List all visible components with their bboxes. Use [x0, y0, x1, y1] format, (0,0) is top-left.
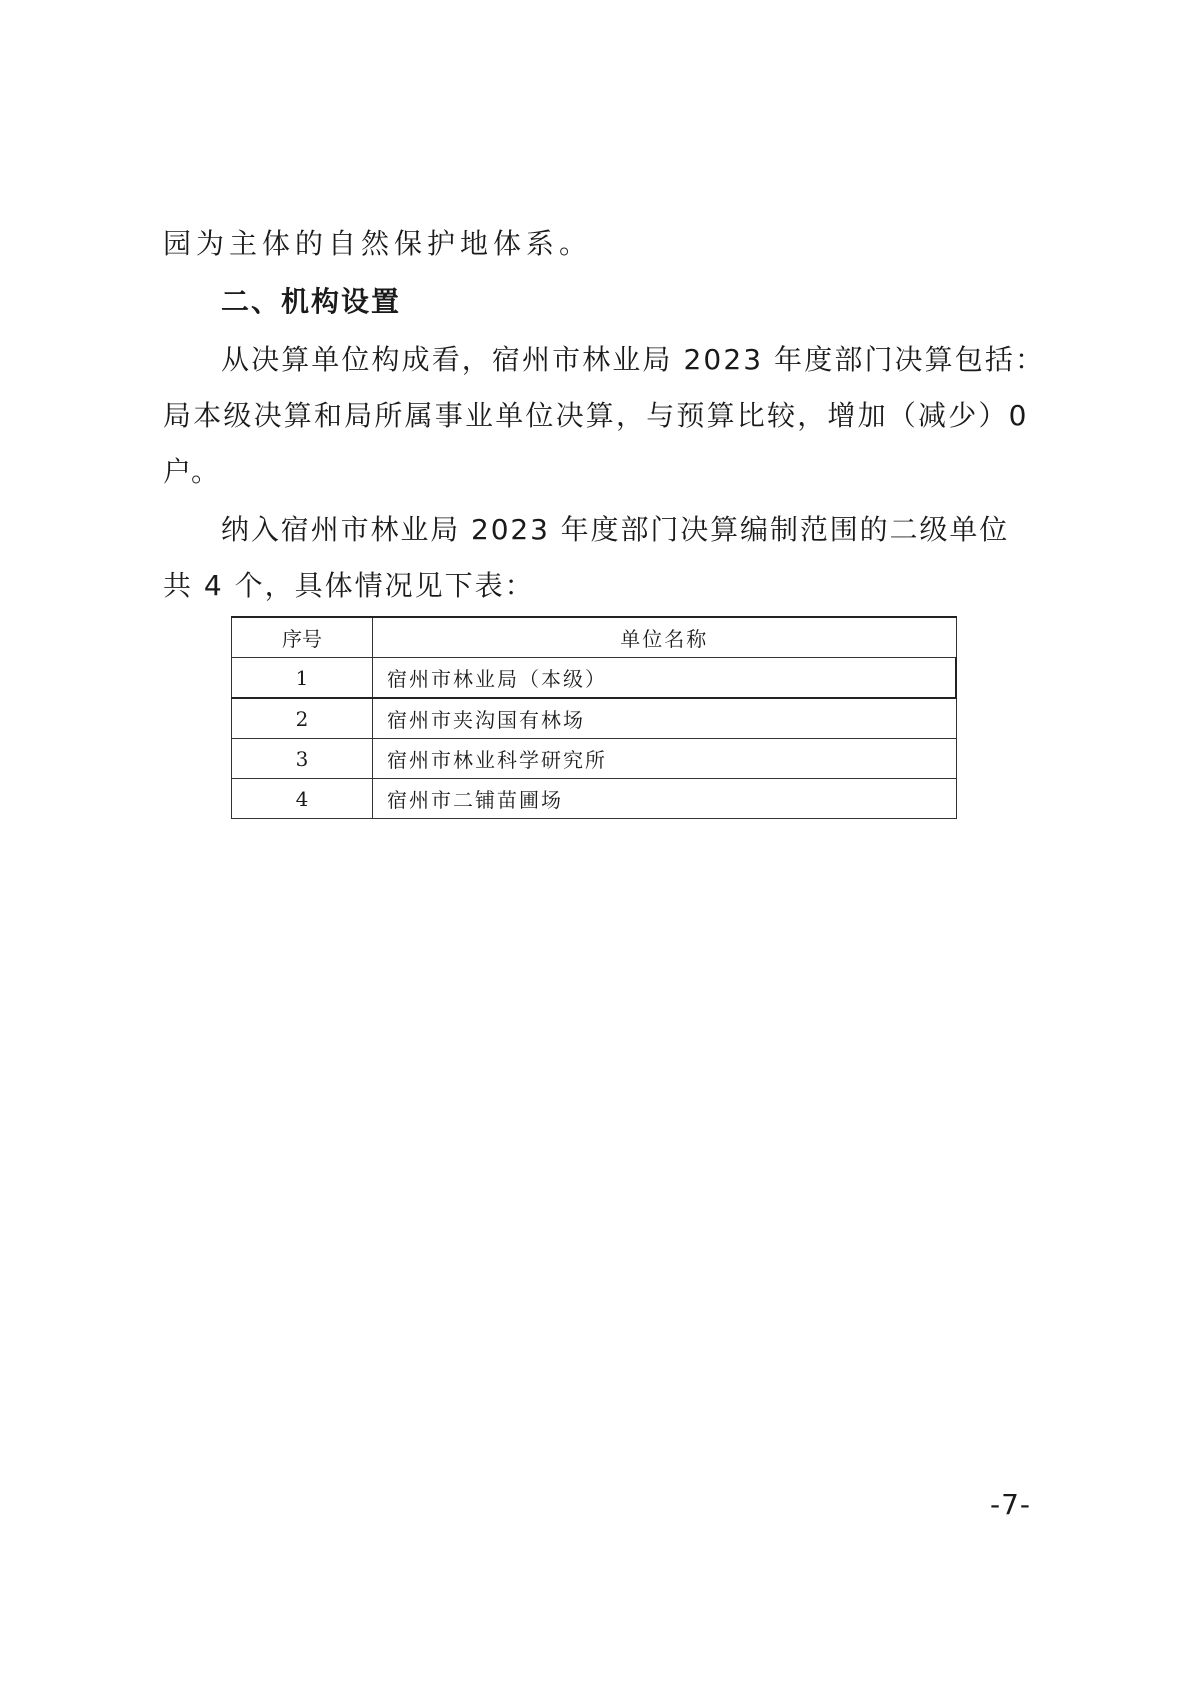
table-row [232, 739, 957, 779]
body-text-line: 纳入宿州市林业局 2023 年度部门决算编制范围的二级单位 [221, 513, 1010, 546]
row-unit-name-cell: 宿州市夹沟国有林场 [373, 698, 957, 739]
row-index-cell: 1 [232, 658, 373, 699]
body-text-line: 共 4 个，具体情况见下表： [163, 569, 535, 602]
body-text-line: 园为主体的自然保护地体系。 [163, 227, 593, 260]
row-unit-name-cell: 宿州市二铺苗圃场 [373, 779, 957, 819]
row-index-cell: 4 [232, 779, 373, 819]
table-header-row [232, 617, 957, 658]
column-header-index: 序号 [232, 617, 373, 658]
body-text-line: 局本级决算和局所属事业单位决算，与预算比较，增加（减少）0 [163, 399, 1029, 432]
body-text-line: 从决算单位构成看，宿州市林业局 2023 年度部门决算包括： [221, 343, 1046, 376]
page-number: -7- [990, 1488, 1032, 1521]
row-unit-name-cell: 宿州市林业局（本级） [373, 658, 957, 699]
section-heading: 二、机构设置 [221, 285, 402, 318]
table-row [232, 658, 957, 699]
table-row [232, 779, 957, 819]
row-index-cell: 3 [232, 739, 373, 779]
table-row [232, 698, 957, 739]
column-header-unit-name: 单位名称 [373, 617, 957, 658]
body-text-line: 户。 [163, 455, 220, 488]
row-unit-name-cell: 宿州市林业科学研究所 [373, 739, 957, 779]
row-index-cell: 2 [232, 698, 373, 739]
units-table [231, 616, 957, 819]
